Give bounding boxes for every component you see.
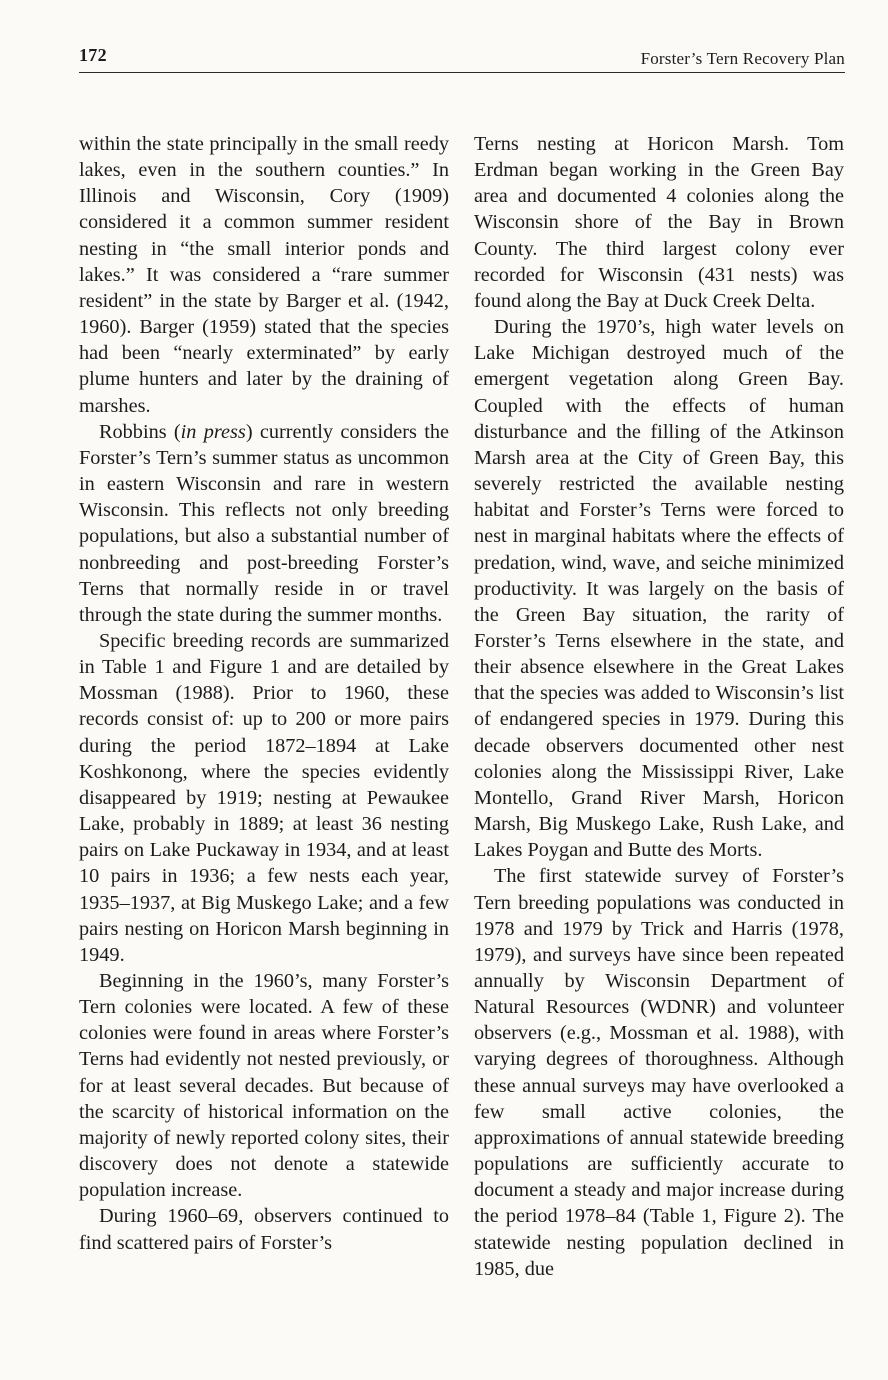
left-paragraph-2-rest: ) currently considers the Forster’s Tern’s summer status as uncommon in eastern Wisconsin and rare in western Wisconsin. This reflects not only breeding populations, but also a substantial number of nonbreeding and post-breeding Forster’s Terns that normally reside in or travel through the state during the summer months. [79, 420, 450, 626]
left-paragraph-3: Specific breeding records are summarized in Table 1 and Figure 1 and are detailed by Mossman (1988). Prior to 1960, these records consist of: up to 200 or more pairs during the period 1872–1894 at Lake Koshkonong, where the species evidently disappeared by 1919; nesting at Pewaukee Lake, probably in 1889; at least 36 nesting pairs on Lake Puckaway in 1934, and at least 10 pairs in 1936; a few nests each year, 1935–1937, at Big Muskego Lake; and a few pairs nesting on Horicon Marsh beginning in 1949. [79, 629, 449, 966]
left-paragraph-4: Beginning in the 1960’s, many Forster’s Tern colonies were located. A few of these colonies were found in areas where Forster’s Terns had evidently not nested previously, or for at least several decades. But because of the scarcity of historical information on the majority of newly reported colony sites, their discovery does not denote a statewide population increase. [79, 970, 449, 1202]
running-head-title: Forster’s Tern Recovery Plan [640, 49, 845, 68]
right-paragraph-2: During the 1970’s, high water levels on Lake Michigan destroyed much of the emergent vegetation along Green Bay. Coupled with the effects of human disturbance and the filling of the Atkinson Marsh area at the City of Green Bay, this severely restricted the available nesting habitat and Forster’s Terns were forced to nest in marginal habitats where the effects of predation, wind, wave, and seiche minimized productivity. It was largely on the basis of the Green Bay situation, the rarity of Forster’s Terns elsewhere in the state, and their absence elsewhere in the Great Lakes that the species was added to Wisconsin’s list of endangered species in 1979. During this decade observers documented other nest colonies along the Mississippi River, Lake Montello, Grand River Marsh, Horicon Marsh, Big Muskego Lake, Rush Lake, and Lakes Poygan and Butte des Morts. [474, 316, 844, 862]
left-paragraph-5: During 1960–69, observers continued to find scattered pairs of Forster’s [79, 1205, 449, 1254]
right-paragraph-1: Terns nesting at Horicon Marsh. Tom Erdman began working in the Green Bay area and documented 4 colonies along the Wisconsin shore of the Bay in Brown County. The third largest colony ever recorded for Wisconsin (431 nests) was found along the Bay at Duck Creek Delta. [474, 133, 844, 312]
right-paragraph-3: The first statewide survey of Forster’s Tern breeding populations was conducted in 1978 and 1979 by Trick and Harris (1978, 1979), and surveys have since been repeated annually by Wisconsin Department of Natural Resources (WDNR) and volunteer observers (e.g., Mossman et al. 1988), with varying degrees of thoroughness. Although these annual surveys may have overlooked a few small active colonies, the approximations of annual statewide breeding populations are sufficiently accurate to document a steady and major increase during the period 1978–84 (Table 1, Figure 2). The statewide nesting population declined in 1985, due [474, 865, 844, 1280]
left-paragraph-2 [79, 419, 449, 628]
right-column [474, 131, 844, 1282]
left-paragraph-2-lead: Robbins ( [99, 420, 181, 443]
left-column [79, 131, 449, 1256]
left-paragraph-1: within the state principally in the small reedy lakes, even in the southern counties.” In Illinois and Wisconsin, Cory (1909) considered it a common summer resident nesting in “the small interior ponds and lakes.” It was considered a “rare summer resident” in the state by Barger et al. (1942, 1960). Barger (1959) stated that the species had been “nearly exterminated” by early plume hunters and later by the draining of marshes. [79, 133, 449, 417]
header-rule [79, 72, 845, 73]
page-number: 172 [79, 45, 107, 65]
in-press-italic: in press [180, 420, 246, 443]
